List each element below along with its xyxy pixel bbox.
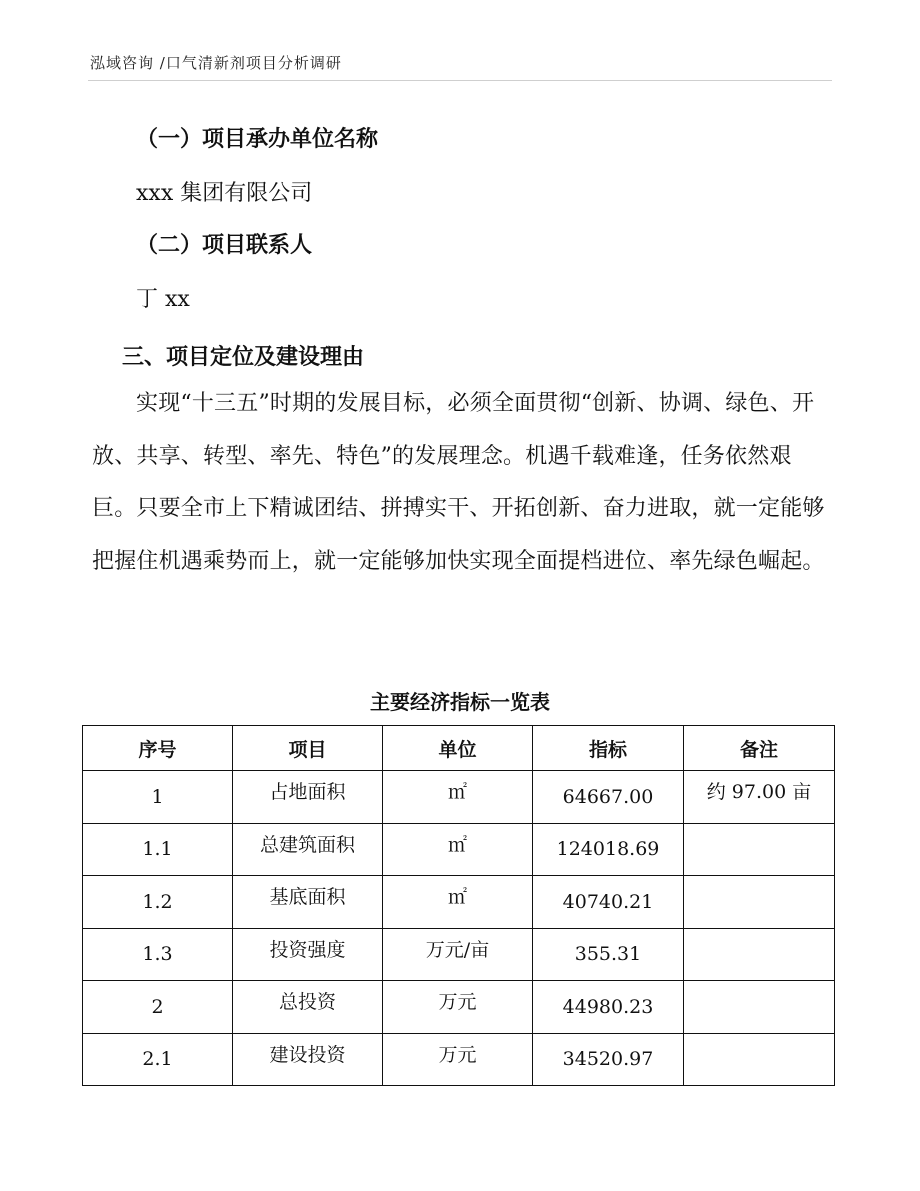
cell-unit: 万元/亩	[383, 928, 533, 981]
cell-item: 占地面积	[233, 771, 383, 824]
cell-value: 44980.23	[533, 981, 684, 1034]
table-row	[83, 876, 835, 929]
cell-remark	[684, 981, 835, 1034]
header-item: 项目	[233, 726, 383, 771]
header-value: 指标	[533, 726, 684, 771]
heading-project-contact: （二）项目联系人	[136, 232, 313, 258]
table-header-row	[83, 726, 835, 771]
body-paragraph: 实现“十三五”时期的发展目标，必须全面贯彻“创新、协调、绿色、开放、共享、转型、率先、特色”的发展理念。机遇千载难逢，任务依然艰巨。只要全市上下精诚团结、拼搏实干、开拓创新、奋力进取，就一定能够把握住机遇乘势而上，就一定能够加快实现全面提档进位、率先绿色崛起。	[92, 391, 825, 574]
cell-item: 总投资	[233, 981, 383, 1034]
cell-unit: ㎡	[383, 876, 533, 929]
header-index: 序号	[83, 726, 233, 771]
table-row	[83, 928, 835, 981]
header-remark: 备注	[684, 726, 835, 771]
cell-index: 1.1	[83, 823, 233, 876]
cell-unit: ㎡	[383, 823, 533, 876]
cell-unit: 万元	[383, 981, 533, 1034]
cell-item: 投资强度	[233, 928, 383, 981]
contact-name: 丁 xx	[136, 287, 190, 312]
cell-value: 64667.00	[533, 771, 684, 824]
heading-project-company: （一）项目承办单位名称	[136, 126, 379, 152]
cell-item: 基底面积	[233, 876, 383, 929]
cell-value: 34520.97	[533, 1033, 684, 1086]
heading-project-positioning: 三、项目定位及建设理由	[122, 344, 365, 370]
cell-value: 40740.21	[533, 876, 684, 929]
cell-value: 355.31	[533, 928, 684, 981]
company-name: xxx 集团有限公司	[136, 181, 313, 206]
cell-remark	[684, 823, 835, 876]
table-row	[83, 823, 835, 876]
table-row	[83, 771, 835, 824]
header-unit: 单位	[383, 726, 533, 771]
cell-unit: 万元	[383, 1033, 533, 1086]
cell-index: 1.3	[83, 928, 233, 981]
cell-remark	[684, 1033, 835, 1086]
header-divider	[88, 80, 832, 81]
cell-remark	[684, 928, 835, 981]
cell-item: 建设投资	[233, 1033, 383, 1086]
cell-unit: ㎡	[383, 771, 533, 824]
cell-value: 124018.69	[533, 823, 684, 876]
cell-index: 2	[83, 981, 233, 1034]
cell-remark: 约 97.00 亩	[684, 771, 835, 824]
table-title: 主要经济指标一览表	[370, 690, 550, 714]
cell-index: 2.1	[83, 1033, 233, 1086]
table-row	[83, 1033, 835, 1086]
cell-index: 1	[83, 771, 233, 824]
cell-remark	[684, 876, 835, 929]
table-row	[83, 981, 835, 1034]
cell-index: 1.2	[83, 876, 233, 929]
page-header: 泓域咨询 /口气清新剂项目分析调研	[90, 54, 342, 72]
economic-indicators-table	[82, 725, 835, 1086]
cell-item: 总建筑面积	[233, 823, 383, 876]
